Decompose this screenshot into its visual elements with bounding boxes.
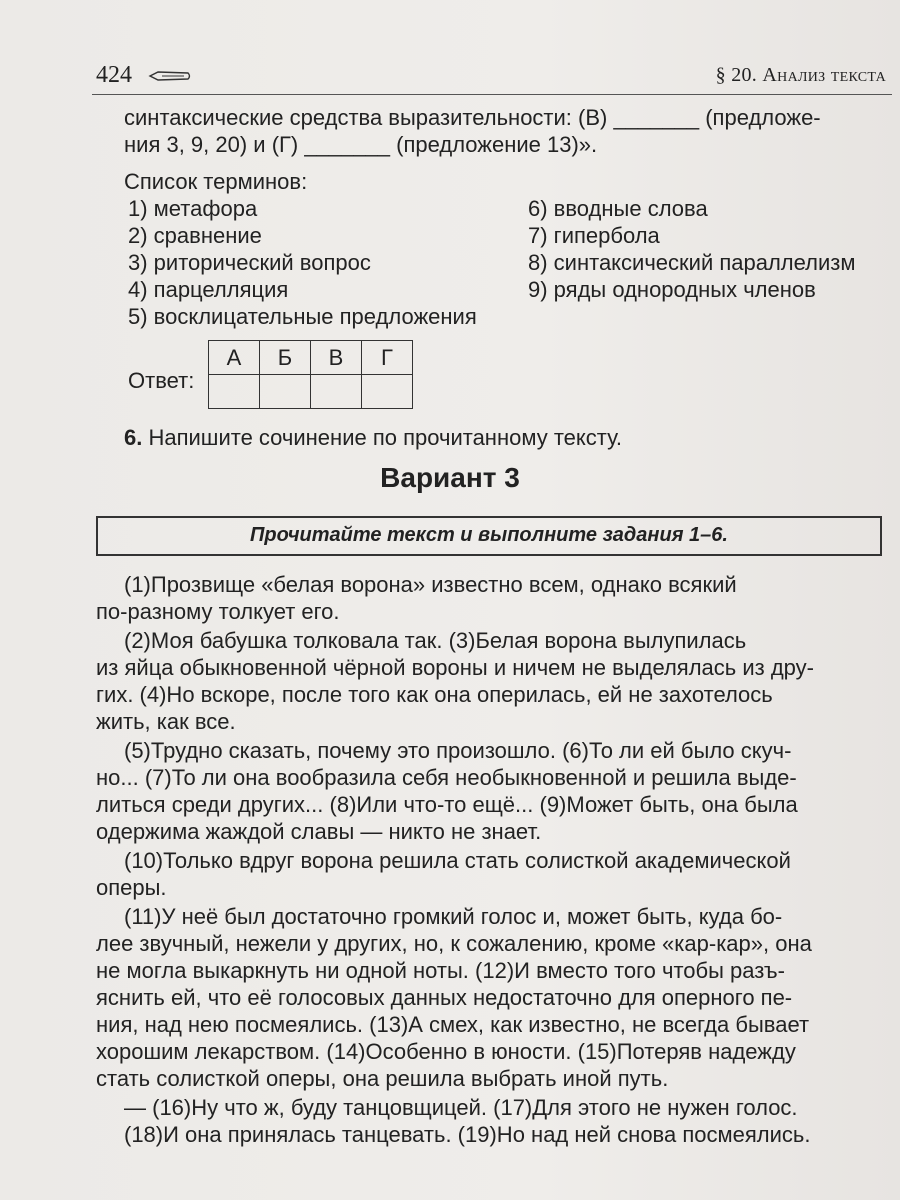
answer-label: Ответ:: [128, 368, 195, 393]
text-line: по-разному толкует его.: [96, 599, 340, 624]
answer-col-header: Г: [362, 341, 413, 375]
text-line: — (16)Ну что ж, буду танцовщицей. (17)Для этого не нужен голос.: [124, 1095, 798, 1120]
term-item: 3) риторический вопрос: [128, 250, 371, 275]
text-line: одержима жаждой славы — никто не знает.: [96, 819, 542, 844]
text-line: (11)У неё был достаточно громкий голос и, может быть, куда бо-: [124, 904, 783, 929]
term-item: 4) парцелляция: [128, 277, 289, 302]
text-line: (2)Моя бабушка толковала так. (3)Белая ворона вылупилась: [124, 628, 747, 653]
text-line: (18)И она принялась танцевать. (19)Но над ней снова посмеялись.: [124, 1122, 811, 1147]
text-line: лее звучный, нежели у других, но, к сожалению, кроме «кар-кар», она: [96, 931, 812, 956]
continuation-line-2: ния 3, 9, 20) и (Г) _______ (предложение 13)».: [124, 132, 598, 157]
term-item: 6) вводные слова: [528, 196, 708, 221]
page-header: [92, 58, 892, 95]
text-line: из яйца обыкновенной чёрной вороны и ничем не выделялась из дру-: [96, 655, 814, 680]
term-item: 2) сравнение: [128, 223, 262, 248]
text-line: жить, как все.: [96, 709, 236, 734]
text-line: но... (7)То ли она вообразила себя необыкновенной и решила выде-: [96, 765, 797, 790]
term-item: 5) восклицательные предложения: [128, 304, 477, 329]
text-line: гих. (4)Но вскоре, после того как она оперилась, ей не захотелось: [96, 682, 773, 707]
text-line: оперы.: [96, 875, 167, 900]
answer-table: [208, 340, 413, 409]
answer-cell[interactable]: [209, 375, 260, 409]
term-item: 7) гипербола: [528, 223, 660, 248]
variant-title: Вариант 3: [380, 462, 520, 493]
task-text: Напишите сочинение по прочитанному тексту.: [142, 425, 622, 450]
instruction-box: [96, 516, 882, 556]
answer-cell[interactable]: [362, 375, 413, 409]
term-item: 9) ряды однородных членов: [528, 277, 816, 302]
section-title: § 20. Анализ текста: [715, 64, 886, 86]
text-line: (1)Прозвище «белая ворона» известно всем, однако всякий: [124, 572, 737, 597]
pen-icon: [148, 70, 192, 82]
term-item: 1) метафора: [128, 196, 258, 221]
text-line: не могла выкаркнуть ни одной ноты. (12)И вместо того чтобы разъ-: [96, 958, 785, 983]
terms-heading: Список терминов:: [124, 169, 308, 194]
answer-cell[interactable]: [260, 375, 311, 409]
task-6: [124, 424, 622, 451]
answer-cell[interactable]: [311, 375, 362, 409]
term-item: 8) синтаксический параллелизм: [528, 250, 856, 275]
text-line: литься среди других... (8)Или что-то ещё... (9)Может быть, она была: [96, 792, 798, 817]
text-line: (5)Трудно сказать, почему это произошло. (6)То ли ей было скуч-: [124, 738, 792, 763]
text-line: стать солисткой оперы, она решила выбрать иной путь.: [96, 1066, 669, 1091]
continuation-line-1: синтаксические средства выразительности: (В) _______ (предложе-: [124, 105, 821, 130]
answer-col-header: Б: [260, 341, 311, 375]
answer-col-header: А: [209, 341, 260, 375]
task-number: 6.: [124, 425, 143, 450]
text-line: хорошим лекарством. (14)Особенно в юности. (15)Потеряв надежду: [96, 1039, 796, 1064]
page-number: 424: [96, 62, 132, 88]
instruction-text: Прочитайте текст и выполните задания 1–6.: [250, 524, 728, 546]
text-line: яснить ей, что её голосовых данных недостаточно для оперного пе-: [96, 985, 793, 1010]
text-line: ния, над нею посмеялись. (13)А смех, как известно, не всегда бывает: [96, 1012, 810, 1037]
text-line: (10)Только вдруг ворона решила стать солисткой академической: [124, 848, 791, 873]
answer-col-header: В: [311, 341, 362, 375]
